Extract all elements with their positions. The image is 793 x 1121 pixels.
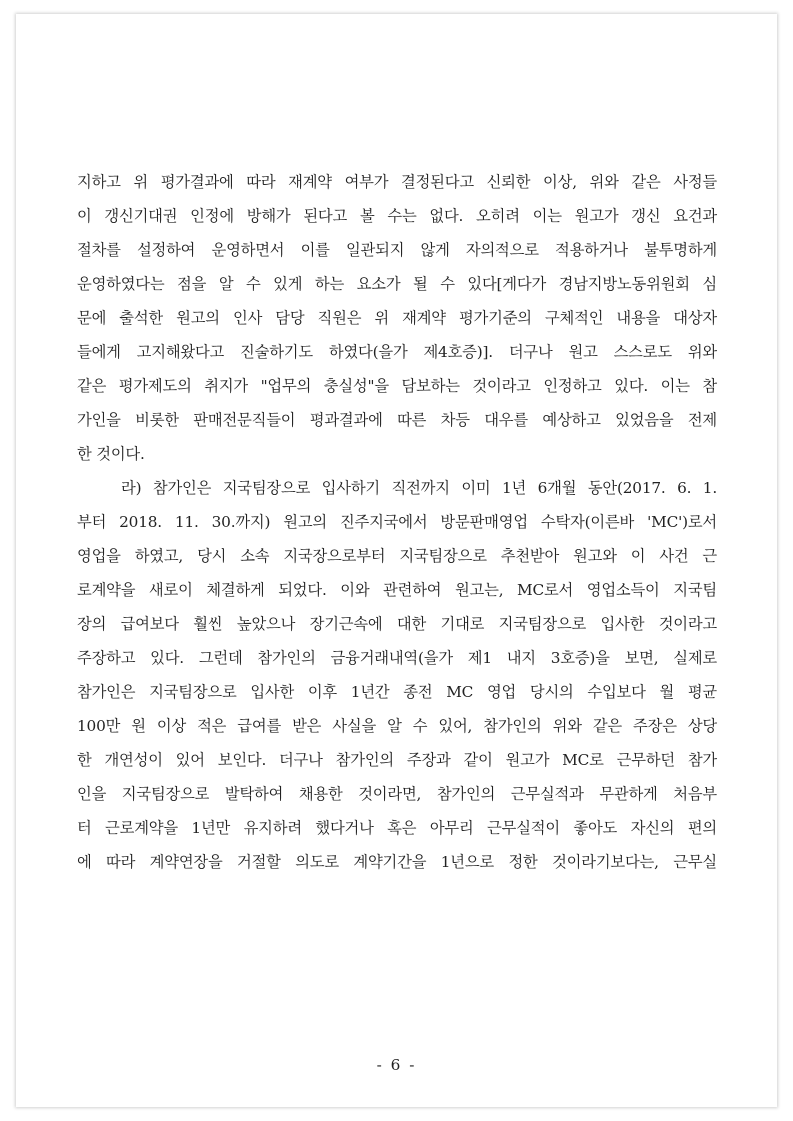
text-line: 절차를 설정하여 운영하면서 이를 일관되지 않게 자의적으로 적용하거나 불투명하게 <box>77 241 717 259</box>
text-line: 100만 원 이상 적은 급여를 받은 사실을 알 수 있어, 참가인의 위와 같은 주장은 상당 <box>77 717 717 735</box>
text-line: 터 근로계약을 1년만 유지하려 했다거나 혹은 아무리 근무실적이 좋아도 자신의 편의 <box>77 819 717 837</box>
text-line: 문에 출석한 원고의 인사 담당 직원은 위 재계약 평가기준의 구체적인 내용을 대상자 <box>77 309 717 327</box>
text-line: 부터 2018. 11. 30.까지) 원고의 진주지국에서 방문판매영업 수탁자(이른바 'MC')로서 <box>77 513 717 531</box>
text-line: 에 따라 계약연장을 거절할 의도로 계약기간을 1년으로 정한 것이라기보다는, 근무실 <box>77 853 717 871</box>
text-line: 장의 급여보다 훨씬 높았으나 장기근속에 대한 기대로 지국팀장으로 입사한 것이라고 <box>77 615 717 633</box>
text-line: 지하고 위 평가결과에 따라 재계약 여부가 결정된다고 신뢰한 이상, 위와 같은 사정들 <box>77 173 717 191</box>
page-number: - 6 - <box>376 1056 417 1074</box>
text-line: 가인을 비롯한 판매전문직들이 평과결과에 따른 차등 대우를 예상하고 있었음을 전제 <box>77 411 717 429</box>
text-line: 참가인은 지국팀장으로 입사한 이후 1년간 종전 MC 영업 당시의 수입보다 월 평균 <box>77 683 717 701</box>
text-line: 영업을 하였고, 당시 소속 지국장으로부터 지국팀장으로 추천받아 원고와 이 사건 근 <box>77 547 717 565</box>
text-line: 한 개연성이 있어 보인다. 더구나 참가인의 주장과 같이 원고가 MC로 근무하던 참가 <box>77 751 717 769</box>
text-line: 운영하였다는 점을 알 수 있게 하는 요소가 될 수 있다[게다가 경남지방노동위원회 심 <box>77 275 717 293</box>
text-line: 한 것이다. <box>77 445 145 463</box>
text-line: 주장하고 있다. 그런데 참가인의 금융거래내역(을가 제1 내지 3호증)을 보면, 실제로 <box>77 649 717 667</box>
text-line: 들에게 고지해왔다고 진술하기도 하였다(을가 제4호증)]. 더구나 원고 스스로도 위와 <box>77 343 717 361</box>
text-line: 이 갱신기대권 인정에 방해가 된다고 볼 수는 없다. 오히려 이는 원고가 갱신 요건과 <box>77 207 717 225</box>
text-line: 인을 지국팀장으로 발탁하여 채용한 것이라면, 참가인의 근무실적과 무관하게 처음부 <box>77 785 717 803</box>
paragraph-start-line: 라) 참가인은 지국팀장으로 입사하기 직전까지 이미 1년 6개월 동안(2017. 6. 1. <box>121 479 717 497</box>
text-line: 로계약을 새로이 체결하게 되었다. 이와 관련하여 원고는, MC로서 영업소득이 지국팀 <box>77 581 717 599</box>
text-line: 같은 평가제도의 취지가 "업무의 충실성"을 담보하는 것이라고 인정하고 있다. 이는 참 <box>77 377 717 395</box>
